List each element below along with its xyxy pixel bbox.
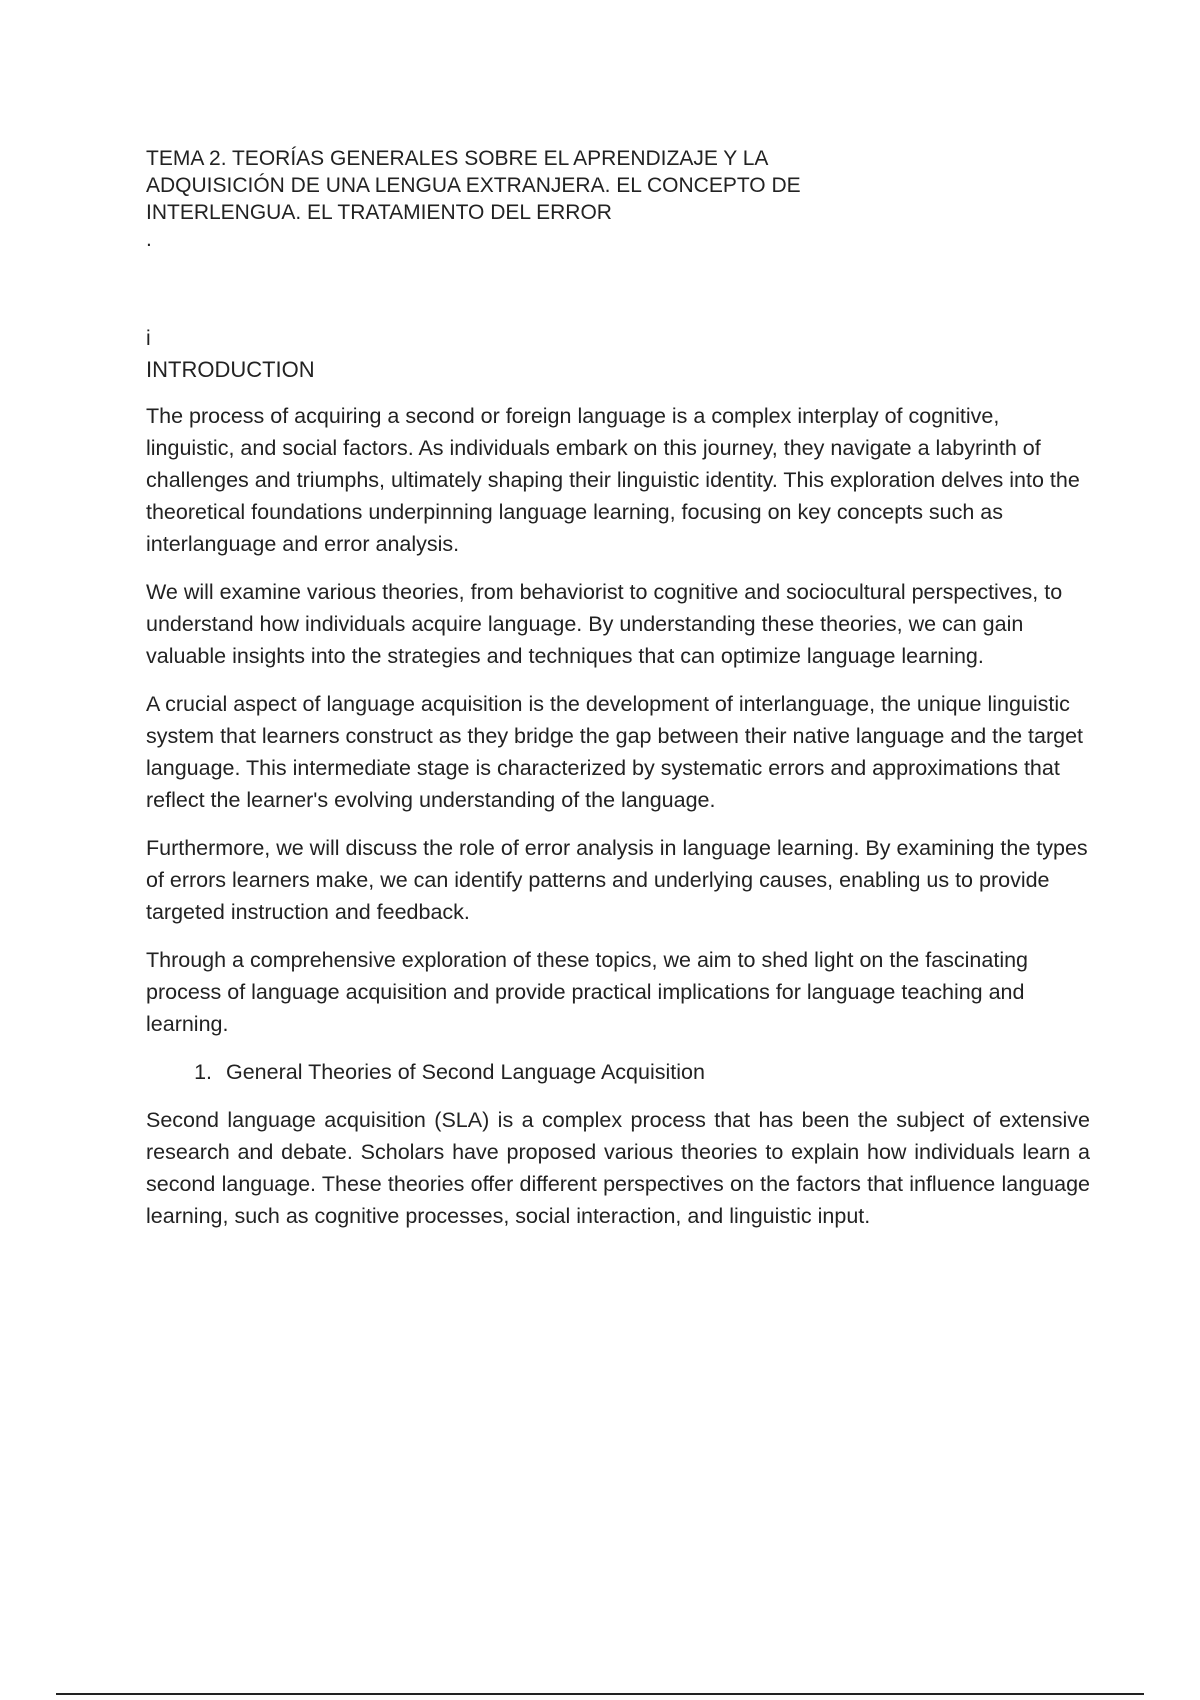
- intro-paragraph-3: A crucial aspect of language acquisition is the development of interlanguage, the unique linguistic system that learners construct as they bridge the gap between their native language and the target language. This intermediate stage is characterized by systematic errors and approximations that reflect the learner's evolving understanding of the language.: [146, 692, 1084, 812]
- document-title: TEMA 2. TEORÍAS GENERALES SOBRE EL APRENDIZAJE Y LA ADQUISICIÓN DE UNA LENGUA EXTRANJERA. EL CONCEPTO DE INTERLENGUA. EL TRATAMIENTO DEL ERROR: [146, 147, 801, 224]
- section-list: [146, 1056, 1090, 1088]
- intro-paragraph-5: Through a comprehensive exploration of these topics, we aim to shed light on the fascinating process of language acquisition and provide practical implications for language teaching and learning.: [146, 948, 1029, 1036]
- stray-marker: i: [146, 327, 151, 350]
- title-dot: .: [146, 228, 152, 251]
- section-1-title: 1. General Theories of Second Language Acquisition: [218, 1056, 1090, 1088]
- footer-rule: [56, 1693, 1144, 1695]
- intro-paragraph-1: The process of acquiring a second or foreign language is a complex interplay of cognitive, linguistic, and social factors. As individuals embark on this journey, they navigate a labyrinth of challenges and triumphs, ultimately shaping their linguistic identity. This exploration delves into the theoretical foundations underpinning language learning, focusing on key concepts such as interlanguage and error analysis.: [146, 404, 1080, 556]
- introduction-heading: INTRODUCTION: [146, 357, 315, 382]
- intro-paragraph-4: Furthermore, we will discuss the role of error analysis in language learning. By examining the types of errors learners make, we can identify patterns and underlying causes, enabling us to provide targeted instruction and feedback.: [146, 836, 1088, 924]
- section-1-paragraph: Second language acquisition (SLA) is a complex process that has been the subject of extensive research and debate. Scholars have proposed various theories to explain how individuals learn a second language. These theories offer different perspectives on the factors that influence language learning, such as cognitive processes, social interaction, and linguistic input.: [146, 1108, 1090, 1228]
- document-page: [146, 145, 1090, 1232]
- intro-paragraph-2: We will examine various theories, from behaviorist to cognitive and sociocultural perspectives, to understand how individuals acquire language. By understanding these theories, we can gain valuable insights into the strategies and techniques that can optimize language learning.: [146, 580, 1063, 668]
